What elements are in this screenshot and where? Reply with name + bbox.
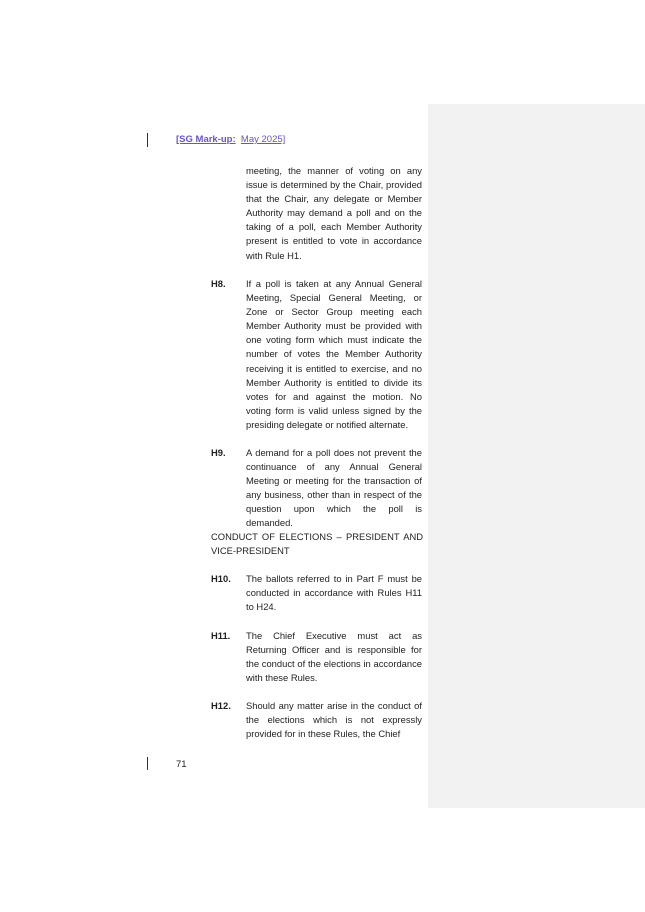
rule-text: Should any matter arise in the conduct of the elections which is not expressly provided for in these Rules, the Chief bbox=[246, 700, 422, 740]
continuation-text: meeting, the manner of voting on any issue is determined by the Chair, provided that the Chair, any delegate or Member Authority may demand a poll and on the taking of a poll, each Member Authority present is entitled to vote in accordance with Rule H1. bbox=[246, 165, 422, 261]
change-bar-footer bbox=[147, 757, 148, 770]
page-number: 71 bbox=[176, 759, 187, 770]
rule-text: If a poll is taken at any Annual General Meeting, Special General Meeting, or Zone or Sector Group meeting each Member Authority must be provided with one voting form which must indicate the number of votes the Member Authority receiving it is entitled to exercise, and no Member Authority is entitled to divide its votes for and against the motion. No voting form is valid unless signed by the presiding delegate or notified alternate. bbox=[246, 278, 422, 430]
rule-text: A demand for a poll does not prevent the continuance of any Annual General Meeting or meeting for the transaction of any business, other than in respect of the question upon which the poll is demanded. bbox=[246, 447, 422, 529]
rule-number: H8. bbox=[211, 278, 226, 289]
rule-text: The ballots referred to in Part F must be conducted in accordance with Rules H11 to H24. bbox=[246, 573, 422, 613]
rule-number: H12. bbox=[211, 700, 231, 711]
comment-pane bbox=[428, 104, 645, 808]
rule-number: H10. bbox=[211, 573, 231, 584]
markup-date: May 2025] bbox=[240, 134, 286, 145]
rule-number: H9. bbox=[211, 447, 226, 458]
rule-number: H11. bbox=[211, 630, 231, 641]
section-heading: CONDUCT OF ELECTIONS – PRESIDENT AND VICE-PRESIDENT bbox=[211, 531, 423, 557]
markup-header bbox=[176, 134, 285, 145]
rule-text: The Chief Executive must act as Returning Officer and is responsible for the conduct of the elections in accordance with these Rules. bbox=[246, 630, 422, 684]
markup-tag: [SG Mark-up: bbox=[176, 134, 236, 145]
change-bar-header bbox=[147, 133, 148, 147]
